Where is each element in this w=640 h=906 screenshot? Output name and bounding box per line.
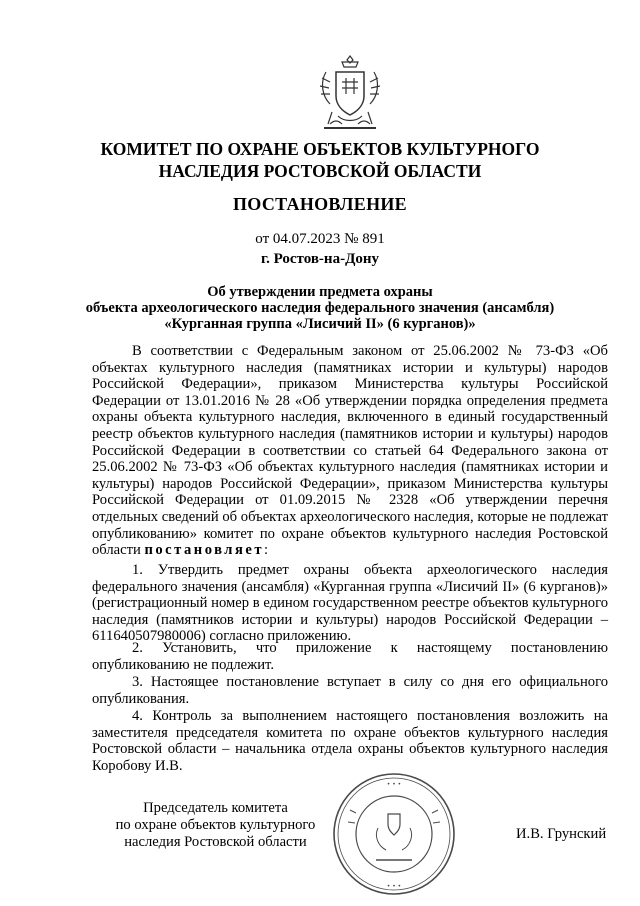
signatory-position-line3: наследия Ростовской области [124, 834, 307, 850]
signatory-position [108, 800, 323, 851]
committee-name-line1: КОМИТЕТ ПО ОХРАНЕ ОБЪЕКТОВ КУЛЬТУРНОГО [100, 139, 540, 159]
svg-text:• • •: • • • [386, 781, 402, 788]
signatory-name: И.В. Грунский [516, 826, 607, 842]
list-item-4: 4. Контроль за выполнением настоящего постановления возложить на заместителя председателя комитета по охране объектов культурного наследия Ростовской области – начальника отдела охраны объектов культурного наследия Коробову И.В. [92, 708, 608, 774]
document-subject [0, 284, 640, 332]
list-item-2: 2. Установить, что приложение к настоящему постановлению опубликованию не подлежит. [92, 640, 608, 673]
resolves-word: постановляет [144, 542, 265, 559]
preamble-text: В соответствии с Федеральным законом от 25.06.2002 № 73-ФЗ «Об объектах культурного наследия (памятниках истории и культуры) народов Российской Федерации», приказом Министерства культуры Российской Федерации от 13.01.2016 № 28 «Об утверждении порядка определения предмета охраны объекта культурного наследия, включенного в единый государственный реестр объектов культурного наследия (памятников истории и культуры) народов Российской Федерации в соответствии со статьей 64 Федерального закона от 25.06.2002 № 73-ФЗ «Об объектах культурного наследия (памятниках истории и культуры) народов Российской Федерации», приказом Министерства культуры Российской Федерации от 01.09.2015 № 2328 «Об утверждении перечня отдельных сведений об объектах археологического наследия, которые не подлежат опубликованию» комитет по охране объектов культурного наследия Ростовской области [92, 343, 608, 559]
signatory-position-line2: по охране объектов культурного [115, 817, 316, 833]
svg-text:• • •: • • • [386, 883, 402, 890]
list-item-1: 1. Утвердить предмет охраны объекта археологического наследия федерального значения (ансамбля) «Курганная группа «Лисичий II» (6 курганов)» (регистрационный номер в едином государственном реестре объектов культурного наследия (памятников истории и культуры) народов Российской Федерации – 611640507980006) согласно приложению. [92, 562, 608, 645]
committee-name [0, 138, 640, 182]
coat-of-arms-icon [316, 52, 384, 136]
document-city: г. Ростов-на-Дону [260, 251, 380, 267]
subject-line2: объекта археологического наследия федерального значения (ансамбля) [85, 300, 555, 316]
resolves-colon: : [264, 542, 269, 559]
document-title: ПОСТАНОВЛЕНИЕ [233, 194, 407, 214]
preamble-paragraph [92, 343, 608, 559]
signatory-position-line1: Председатель комитета [143, 800, 288, 816]
list-item-3: 3. Настоящее постановление вступает в силу со дня его официального опубликования. [92, 674, 608, 707]
committee-name-line2: НАСЛЕДИЯ РОСТОВСКОЙ ОБЛАСТИ [158, 161, 482, 181]
document-date-number: от 04.07.2023 № 891 [255, 231, 385, 247]
subject-line1: Об утверждении предмета охраны [207, 284, 433, 300]
subject-line3: «Курганная группа «Лисичий II» (6 курганов)» [164, 316, 476, 332]
official-seal-icon [330, 770, 458, 898]
